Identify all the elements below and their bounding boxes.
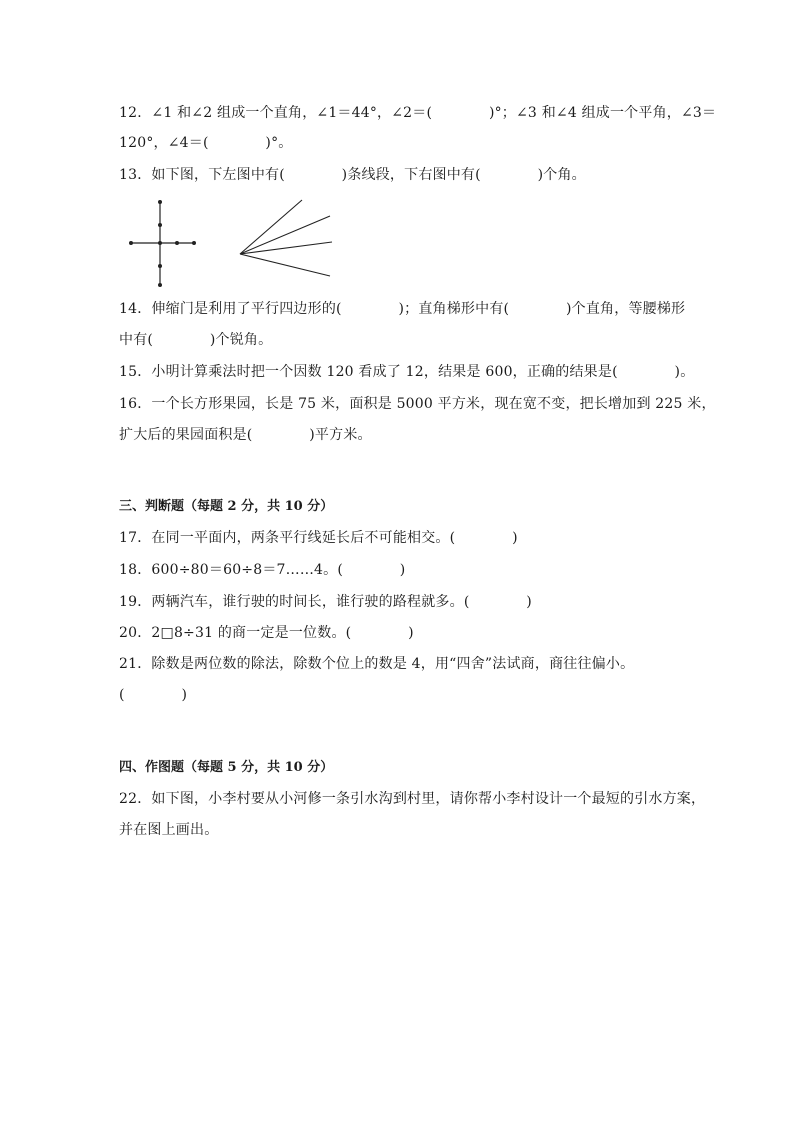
question-14-line-1: 14．伸缩门是利用了平行四边形的( )；直角梯形中有( )个直角，等腰梯形 <box>119 301 686 317</box>
question-16-line-1: 16．一个长方形果园，长是 75 米，面积是 5000 平方米，现在宽不变，把长增加到 225 米， <box>119 396 716 412</box>
question-22-line-1: 22．如下图，小李村要从小河修一条引水沟到村里，请你帮小李村设计一个最短的引水方案， <box>119 791 706 807</box>
rays-angles-figure <box>236 196 334 280</box>
question-15: 15．小明计算乘法时把一个因数 120 看成了 12，结果是 600，正确的结果是( )。 <box>119 364 695 380</box>
question-12-line-2: 120°，∠4＝( )°。 <box>119 135 293 151</box>
question-21-line-2: ( ) <box>119 687 188 703</box>
question-21-line-1: 21．除数是两位数的除法，除数个位上的数是 4，用“四舍”法试商，商往往偏小。 <box>119 656 635 672</box>
section-judge-heading: 三、判断题（每题 2 分，共 10 分） <box>119 499 334 514</box>
section-draw-heading: 四、作图题（每题 5 分，共 10 分） <box>119 760 334 775</box>
question-19: 19．两辆汽车，谁行驶的时间长，谁行驶的路程就多。( ) <box>119 594 532 610</box>
question-16-line-2: 扩大后的果园面积是( )平方米。 <box>119 427 372 443</box>
question-20: 20．2□8÷31 的商一定是一位数。( ) <box>119 625 414 641</box>
question-14-line-2: 中有( )个锐角。 <box>119 332 273 348</box>
question-12-line-1: 12．∠1 和∠2 组成一个直角，∠1＝44°，∠2＝( )°；∠3 和∠4 组成一个平角，∠3＝ <box>119 105 717 121</box>
question-18: 18．600÷80＝60÷8＝7……4。( ) <box>119 562 406 578</box>
cross-segments-figure <box>128 198 198 290</box>
question-22-line-2: 并在图上画出。 <box>119 822 219 838</box>
question-13: 13．如下图，下左图中有( )条线段，下右图中有( )个角。 <box>119 167 586 183</box>
question-17: 17．在同一平面内，两条平行线延长后不可能相交。( ) <box>119 530 518 546</box>
